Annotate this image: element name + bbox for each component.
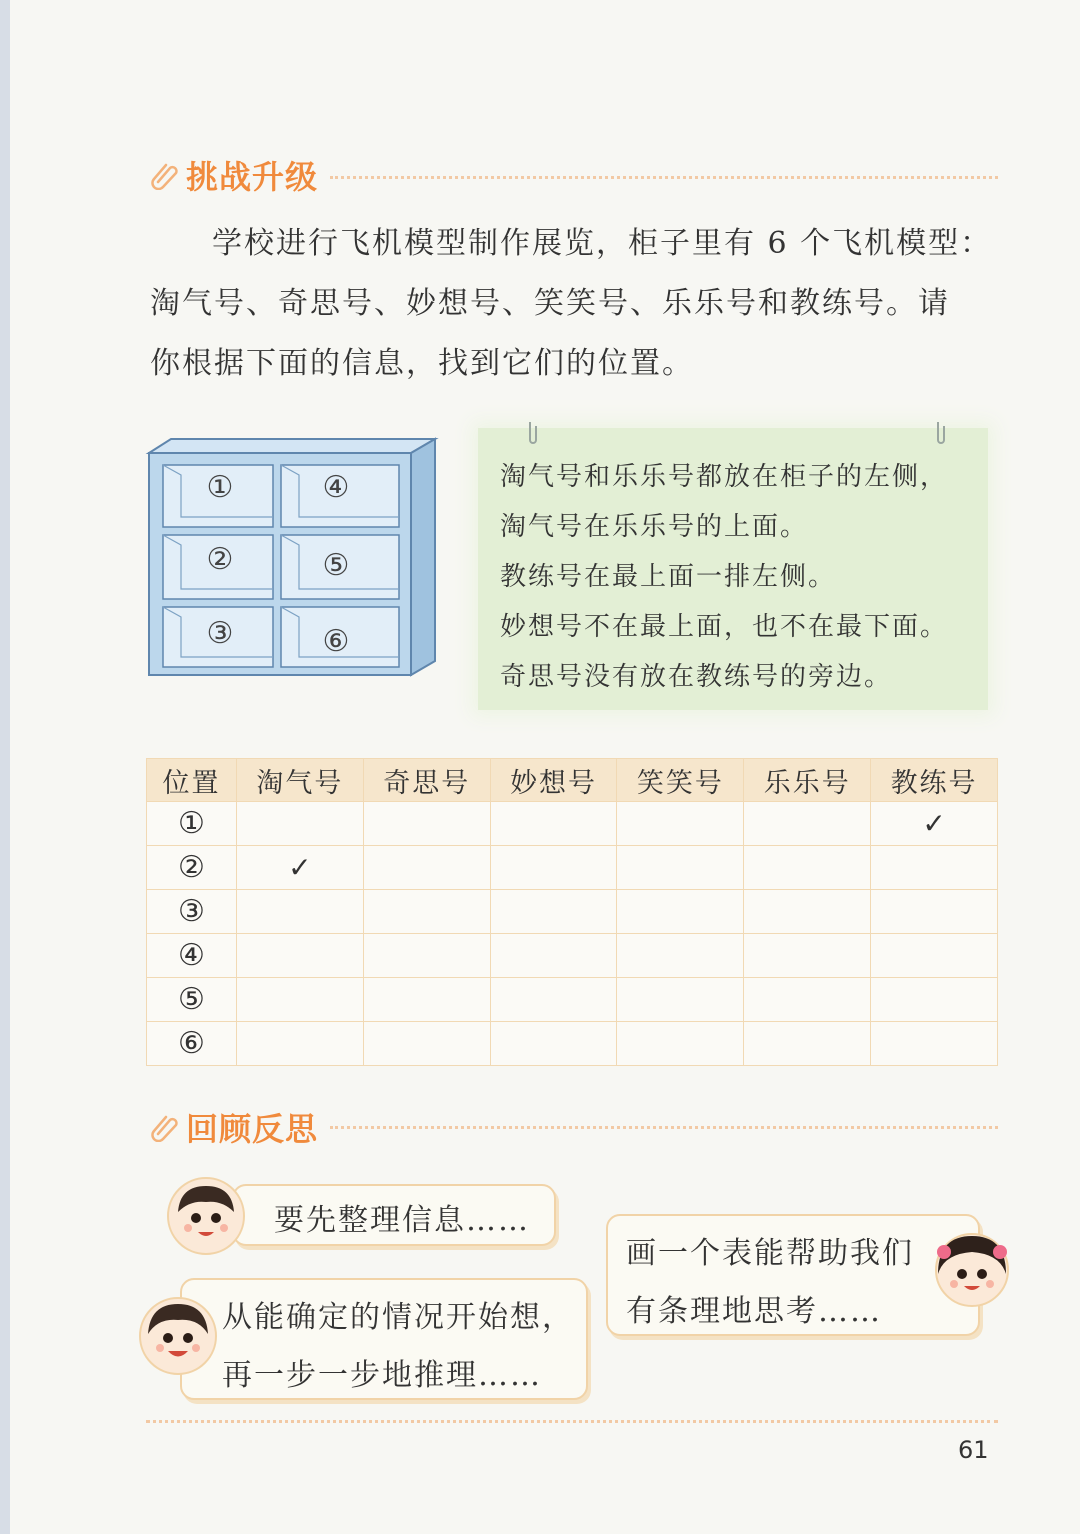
table-cell[interactable] — [744, 802, 871, 846]
table-row — [147, 934, 998, 978]
clue-line-1: 淘气号和乐乐号都放在柜子的左侧， — [500, 462, 949, 492]
table-header: 淘气号 — [237, 759, 364, 802]
table-cell[interactable] — [237, 978, 364, 1022]
table-cell[interactable] — [490, 890, 617, 934]
table-cell[interactable] — [363, 890, 490, 934]
table-cell[interactable] — [617, 846, 744, 890]
table-cell[interactable] — [363, 1022, 490, 1066]
table-cell[interactable] — [490, 846, 617, 890]
paperclip-icon — [150, 160, 180, 190]
speech-bubble-boy2 — [180, 1278, 588, 1400]
clue-line-5: 奇思号没有放在教练号的旁边。 — [500, 662, 893, 692]
table-cell[interactable] — [744, 846, 871, 890]
boy-avatar-icon — [166, 1176, 246, 1256]
page-number: 61 — [958, 1436, 989, 1464]
table-cell[interactable] — [237, 934, 364, 978]
bubble-text: 要先整理信息…… — [274, 1203, 530, 1238]
table-cell[interactable] — [744, 934, 871, 978]
footer-divider — [146, 1420, 998, 1423]
table-header: 笑笑号 — [617, 759, 744, 802]
table-header: 妙想号 — [490, 759, 617, 802]
table-cell[interactable] — [490, 802, 617, 846]
pin-icon — [526, 420, 540, 446]
cabinet-slot-1: ① — [206, 470, 234, 505]
table-cell[interactable] — [237, 1022, 364, 1066]
cabinet-slot-3: ③ — [206, 616, 234, 651]
position-table — [146, 758, 998, 1066]
table-header: 教练号 — [871, 759, 998, 802]
bubble-text-line-1: 从能确定的情况开始想， — [222, 1300, 574, 1335]
divider-dots — [330, 176, 998, 179]
cabinet-illustration — [145, 435, 440, 680]
table-cell[interactable] — [871, 978, 998, 1022]
clue-line-2: 淘气号在乐乐号的上面。 — [500, 512, 809, 542]
cabinet-slot-2: ② — [206, 542, 234, 577]
table-cell[interactable] — [237, 802, 364, 846]
row-position: ② — [147, 846, 237, 890]
speech-bubble-boy1 — [232, 1184, 556, 1246]
girl-avatar-icon — [930, 1228, 1014, 1312]
problem-line-2: 淘气号、奇思号、妙想号、笑笑号、乐乐号和教练号。请 — [150, 286, 950, 321]
table-cell[interactable] — [871, 1022, 998, 1066]
row-position: ③ — [147, 890, 237, 934]
bubble-text-line-2: 再一步一步地推理…… — [222, 1358, 542, 1393]
page-edge — [0, 0, 10, 1534]
table-cell[interactable] — [617, 802, 744, 846]
bubble-text-line-2: 有条理地思考…… — [626, 1294, 882, 1329]
table-cell[interactable] — [871, 890, 998, 934]
clue-note — [478, 428, 988, 710]
check-mark[interactable]: ✓ — [871, 802, 998, 846]
cabinet-slot-5: ⑤ — [322, 548, 350, 583]
check-mark[interactable]: ✓ — [237, 846, 364, 890]
table-cell[interactable] — [363, 934, 490, 978]
table-cell[interactable] — [744, 890, 871, 934]
table-cell[interactable] — [363, 802, 490, 846]
table-cell[interactable] — [490, 934, 617, 978]
row-position: ④ — [147, 934, 237, 978]
table-cell[interactable] — [490, 1022, 617, 1066]
table-cell[interactable] — [363, 846, 490, 890]
table-cell[interactable] — [617, 934, 744, 978]
table-row — [147, 802, 998, 846]
section-title-challenge — [150, 150, 318, 200]
table-cell[interactable] — [617, 890, 744, 934]
table-cell[interactable] — [871, 846, 998, 890]
table-cell[interactable] — [363, 978, 490, 1022]
section-title-label: 挑战升级 — [186, 158, 319, 196]
table-cell[interactable] — [871, 934, 998, 978]
cabinet-slot-6: ⑥ — [322, 624, 350, 659]
bubble-text-line-1: 画一个表能帮助我们 — [626, 1236, 914, 1271]
table-row — [147, 890, 998, 934]
clue-line-3: 教练号在最上面一排左侧。 — [500, 562, 837, 592]
table-row — [147, 846, 998, 890]
table-cell[interactable] — [617, 1022, 744, 1066]
problem-line-3: 你根据下面的信息，找到它们的位置。 — [150, 346, 694, 381]
table-header: 奇思号 — [363, 759, 490, 802]
table-header: 乐乐号 — [744, 759, 871, 802]
section-title-label: 回顾反思 — [186, 1110, 319, 1148]
pin-icon — [934, 420, 948, 446]
cabinet-slot-4: ④ — [322, 470, 350, 505]
row-position: ⑤ — [147, 978, 237, 1022]
table-row — [147, 978, 998, 1022]
table-header: 位置 — [147, 759, 237, 802]
clue-line-4: 妙想号不在最上面，也不在最下面。 — [500, 612, 949, 642]
table-cell[interactable] — [617, 978, 744, 1022]
table-row — [147, 1022, 998, 1066]
problem-text — [150, 214, 1000, 394]
section-title-reflection — [150, 1102, 318, 1152]
table-cell[interactable] — [237, 890, 364, 934]
speech-bubble-girl — [606, 1214, 980, 1336]
row-position: ⑥ — [147, 1022, 237, 1066]
boy-avatar-icon — [138, 1296, 218, 1376]
paperclip-icon — [150, 1112, 180, 1142]
table-header-row — [147, 759, 998, 802]
table-cell[interactable] — [490, 978, 617, 1022]
table-cell[interactable] — [744, 1022, 871, 1066]
table-cell[interactable] — [744, 978, 871, 1022]
row-position: ① — [147, 802, 237, 846]
problem-line-1: 学校进行飞机模型制作展览，柜子里有 6 个飞机模型： — [212, 226, 993, 261]
divider-dots — [330, 1126, 998, 1129]
